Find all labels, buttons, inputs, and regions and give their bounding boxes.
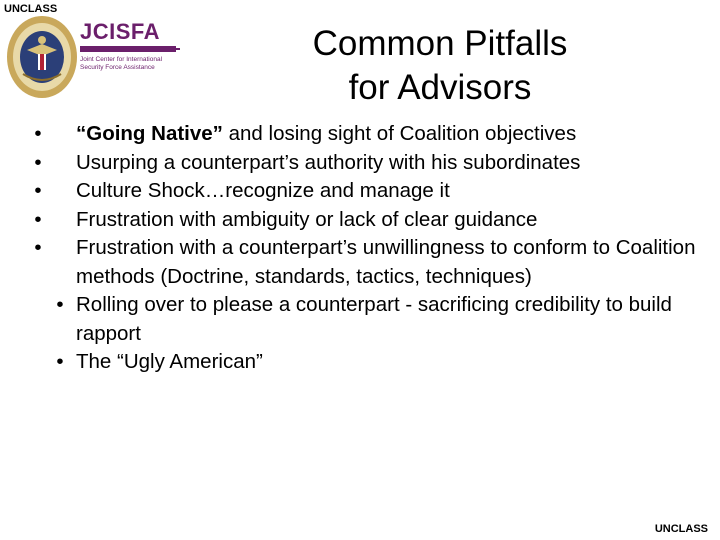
bullet-item	[28, 348, 708, 377]
bullet-marker: •	[34, 236, 42, 259]
logo-subtitle-line1: Joint Center for International	[80, 56, 163, 63]
bullet-item	[28, 149, 708, 178]
bullet-text: Frustration with ambiguity or lack of clear guidance	[76, 207, 538, 231]
bullet-marker: •	[34, 150, 42, 174]
bullet-marker: •	[56, 350, 64, 373]
classification-top: UNCLASS	[4, 3, 58, 15]
bullet-text: Usurping a counterpart’s authority with his subordinates	[76, 150, 581, 174]
slide-title	[240, 22, 640, 110]
slide-title-line1: Common Pitfalls	[312, 24, 568, 63]
bullet-marker: •	[34, 207, 42, 231]
bullet-item	[28, 206, 708, 235]
logo-subtitle-line2: Security Force Assistance	[80, 64, 155, 71]
bullet-marker: •	[34, 122, 42, 145]
slide-title-line2: for Advisors	[348, 68, 532, 107]
logo-underline	[80, 46, 176, 52]
bullet-marker: •	[34, 179, 42, 202]
jcisfa-seal-icon	[5, 14, 79, 100]
bullet-text: Culture Shock…recognize and manage it	[76, 179, 450, 202]
logo-subtitle	[80, 56, 180, 72]
bullet-text: and losing sight of Coalition objectives	[222, 122, 577, 145]
bullet-text: Rolling over to please a counterpart - sacrificing credibility to build rapport	[76, 293, 672, 345]
bullet-marker: •	[56, 293, 64, 316]
bullet-item	[28, 234, 708, 291]
bullet-text: The “Ugly American”	[76, 350, 263, 373]
bullet-text-bold: “Going Native”	[76, 122, 223, 145]
jcisfa-logo	[80, 20, 180, 72]
bullet-list	[28, 120, 708, 377]
bullet-item	[28, 120, 708, 149]
bullet-item	[28, 291, 708, 348]
bullet-item	[28, 177, 708, 206]
classification-bottom: UNCLASS	[654, 523, 708, 535]
logo-title: JCISFA	[80, 19, 161, 44]
bullet-text: Frustration with a counterpart’s unwillingness to conform to Coalition methods (Doctrine, standards, tactics, techniques)	[76, 236, 696, 288]
